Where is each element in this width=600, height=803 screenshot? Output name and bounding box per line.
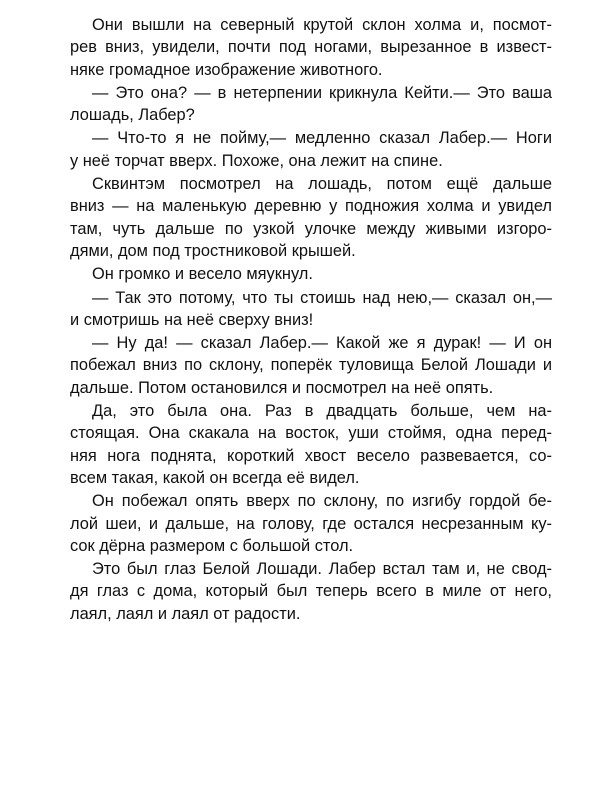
text-line: дями, дом под тростниковой крышей. [70, 241, 356, 260]
text-line: Они вышли на северный крутой склон холма и, посмот- [92, 16, 552, 34]
text-line: Он побежал опять вверх по склону, по изгибу гордой бе- [92, 492, 552, 511]
text-line: сок дёрна размером с большой стол. [70, 536, 354, 555]
text-line: лаял, лаял и лаял от радости. [70, 604, 301, 623]
paragraph [70, 287, 552, 332]
text-line: — Ну да! — сказал Лабер.— Какой же я дурак! — И он [92, 334, 552, 353]
text-line: Сквинтэм посмотрел на лошадь, потом ещё дальше [92, 175, 552, 194]
text-line: няя нога поднята, короткий хвост весело развевается, со- [70, 446, 552, 465]
paragraph [70, 490, 552, 557]
paragraph [70, 173, 552, 262]
paragraph [70, 127, 552, 172]
paragraph [70, 400, 552, 489]
paragraph [70, 14, 552, 81]
text-line: Да, это была она. Раз в двадцать больше, чем на- [92, 402, 552, 421]
text-line: рев вниз, увидели, почти под ногами, вырезанное в извест- [70, 38, 552, 57]
text-line: дальше. Потом остановился и посмотрел на неё опять. [70, 378, 494, 397]
text-line: побежал вниз по склону, поперёк туловища Белой Лошади и [70, 356, 552, 375]
text-line: стоящая. Она скакала на восток, уши стоймя, одна перед- [70, 424, 552, 443]
text-line: — Это она? — в нетерпении крикнула Кейти.— Это ваша [92, 83, 552, 102]
text-line: лой шеи, и дальше, на голову, где остался несрезанным ку- [70, 514, 552, 533]
text-line: дя глаз с дома, который был теперь всего в миле от него, [70, 582, 552, 601]
book-page [70, 14, 552, 626]
paragraph [70, 82, 552, 127]
text-line: Это был глаз Белой Лошади. Лабер встал там и, не свод- [92, 560, 552, 579]
text-line: — Что-то я не пойму,— медленно сказал Лабер.— Ноги [92, 129, 552, 148]
text-line: всем такая, какой он всегда её видел. [70, 468, 360, 487]
text-line: — Так это потому, что ты стоишь над нею,— сказал он,— [92, 288, 552, 307]
text-line: вниз — на маленькую деревню у подножия холма и увидел [70, 197, 552, 216]
paragraph [70, 263, 552, 285]
paragraph [70, 558, 552, 625]
text-line: там, чуть дальше по узкой улочке между живыми изгоро- [70, 219, 552, 238]
text-line: лошадь, Лабер? [70, 106, 195, 125]
text-line: Он громко и весело мяукнул. [92, 265, 313, 284]
text-line: няке громадное изображение животного. [70, 60, 383, 79]
text-line: у неё торчат вверх. Похоже, она лежит на спине. [70, 151, 443, 170]
text-line: и смотришь на неё сверху вниз! [70, 310, 314, 329]
paragraph [70, 332, 552, 399]
